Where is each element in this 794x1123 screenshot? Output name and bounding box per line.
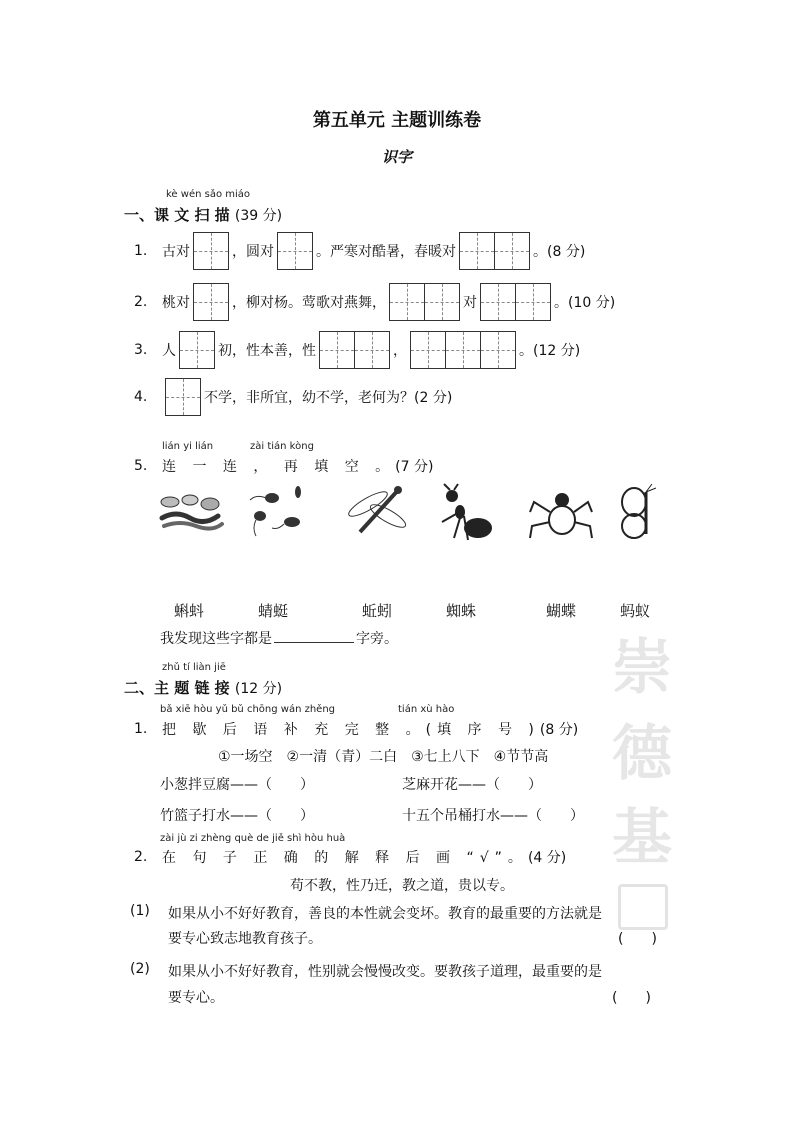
answer-grid-1char[interactable] <box>179 331 215 369</box>
watermark-seal <box>618 884 668 930</box>
question-text: 把 歇 后 语 补 充 完 整 。 <box>162 722 426 738</box>
question-score: (8 分) <box>539 722 579 738</box>
question-text: 对 <box>463 295 477 311</box>
question-text: 人 <box>162 343 176 359</box>
question-text: 初，性本善，性 <box>218 343 316 359</box>
question-text: 不学，非所宜，幼不学，老何为？(2 分) <box>204 390 453 406</box>
question-5-pinyin-2: zài tián kòng <box>250 441 314 452</box>
question-text: ，圆对 <box>232 244 274 260</box>
question-number: 3. <box>134 342 148 358</box>
idiom-item-1[interactable]: 小葱拌豆腐——（ ） <box>160 777 314 793</box>
watermark-char-2: 德 <box>612 719 672 789</box>
ant-icon[interactable] <box>434 482 504 548</box>
fill-blank-sentence <box>160 628 398 648</box>
question-text: 桃对 <box>162 295 190 311</box>
question-text: 。(8 分) <box>533 244 586 260</box>
option-1-line-2: 要专心致志地教育孩子。 <box>168 931 322 947</box>
watermark-char-3: 基 <box>612 803 672 873</box>
question-text: 。(10 分) <box>554 295 616 311</box>
word-dragonfly[interactable]: 蜻蜓 <box>258 602 289 620</box>
s2-question-2 <box>134 847 566 867</box>
answer-grid-2char[interactable] <box>319 331 390 369</box>
question-3 <box>134 331 580 369</box>
dragonfly-icon[interactable] <box>340 482 410 548</box>
answer-grid-1char[interactable] <box>193 283 229 321</box>
section1-score: (39 分) <box>234 208 283 224</box>
word-tadpole[interactable]: 蝌蚪 <box>174 602 205 620</box>
question-number: 1. <box>134 721 148 737</box>
idiom-item-3[interactable]: 竹篮子打水——（ ） <box>160 808 314 824</box>
earthworm-icon[interactable] <box>156 482 226 548</box>
page-subtitle: 识字 <box>381 148 412 166</box>
tadpole-icon[interactable] <box>242 482 312 548</box>
s2q1-pinyin-1: bǎ xiē hòu yǔ bǔ chōng wán zhěng <box>160 704 336 715</box>
question-text: 在 句 子 正 确 的 解 释 后 画 “√”。 <box>162 850 528 866</box>
question-number: 4. <box>134 389 148 405</box>
fill-text: 字旁。 <box>356 631 398 647</box>
section1-pinyin: kè wén sǎo miáo <box>166 189 251 200</box>
option-1-line-1: 如果从小不好好教育，善良的本性就会变坏。教育的最重要的方法就是 <box>168 906 602 922</box>
section1-label: 一、课 文 扫 描 <box>124 206 230 224</box>
section2-heading <box>124 677 282 698</box>
question-number: 2. <box>134 294 148 310</box>
question-text: ， <box>393 343 407 359</box>
question-text: 古对 <box>162 244 190 260</box>
answer-grid-3char[interactable] <box>410 331 516 369</box>
option-1-check-box[interactable]: ( ) <box>618 931 657 947</box>
option-2-line-1: 如果从小不好好教育，性别就会慢慢改变。要教孩子道理，最重要的是 <box>168 964 602 980</box>
s2q2-pinyin: zài jù zi zhèng què de jiě shì hòu huà <box>160 833 346 844</box>
section2-label: 二、主 题 链 接 <box>124 679 230 697</box>
answer-grid-1char[interactable] <box>165 378 201 416</box>
question-number: 5. <box>134 458 148 474</box>
idiom-item-2[interactable]: 芝麻开花——（ ） <box>402 777 542 793</box>
answer-grid-2char[interactable] <box>459 232 530 270</box>
question-5-pinyin-1: lián yi lián <box>162 441 214 452</box>
butterfly-icon[interactable] <box>612 482 682 548</box>
answer-grid-1char[interactable] <box>277 232 313 270</box>
question-number: 1. <box>134 243 148 259</box>
s2-question-1 <box>134 719 578 739</box>
question-4 <box>134 378 452 416</box>
question-1 <box>134 232 585 270</box>
idiom-item-4[interactable]: 十五个吊桶打水——（ ） <box>402 808 584 824</box>
question-text: 。严寒对酷暑，春暖对 <box>316 244 456 260</box>
answer-grid-1char[interactable] <box>193 232 229 270</box>
word-butterfly[interactable]: 蝴蝶 <box>546 602 577 620</box>
question-text: (填 序 号 ) <box>425 722 540 738</box>
spider-icon[interactable] <box>526 482 596 548</box>
word-spider[interactable]: 蜘蛛 <box>446 602 477 620</box>
question-5 <box>134 456 433 476</box>
fill-text: 我发现这些字都是 <box>160 631 272 647</box>
answer-grid-2char[interactable] <box>389 283 460 321</box>
word-ant[interactable]: 蚂蚁 <box>620 602 651 620</box>
question-2 <box>134 283 615 321</box>
section1-heading <box>124 204 282 225</box>
idiom-options: ①一场空 ②一清（青）二白 ③七上八下 ④节节高 <box>218 749 549 765</box>
option-2-number: (2) <box>130 961 150 977</box>
question-text: ，柳对杨。莺歌对燕舞， <box>232 295 386 311</box>
question-number: 2. <box>134 849 148 865</box>
quote-line: 苟不教，性乃迁，教之道，贵以专。 <box>290 878 514 894</box>
page-title: 第五单元 主题训练卷 <box>312 110 482 131</box>
option-2-line-2: 要专心。 <box>168 990 224 1006</box>
section2-score: (12 分) <box>234 681 283 697</box>
question-score: (7 分) <box>395 459 434 475</box>
question-text: 。(12 分) <box>519 343 581 359</box>
question-text: 连 一 连 ， 再 填 空 。 <box>162 459 396 475</box>
answer-grid-2char[interactable] <box>480 283 551 321</box>
s2q1-pinyin-2: tián xù hào <box>398 704 455 715</box>
option-2-check-box[interactable]: ( ) <box>612 990 651 1006</box>
fill-blank[interactable] <box>274 628 354 643</box>
word-earthworm[interactable]: 蚯蚓 <box>362 602 393 620</box>
question-score: (4 分) <box>527 850 567 866</box>
option-1-number: (1) <box>130 903 150 919</box>
watermark-char-1: 崇 <box>612 633 672 703</box>
section2-pinyin: zhǔ tí liàn jiē <box>162 662 226 673</box>
